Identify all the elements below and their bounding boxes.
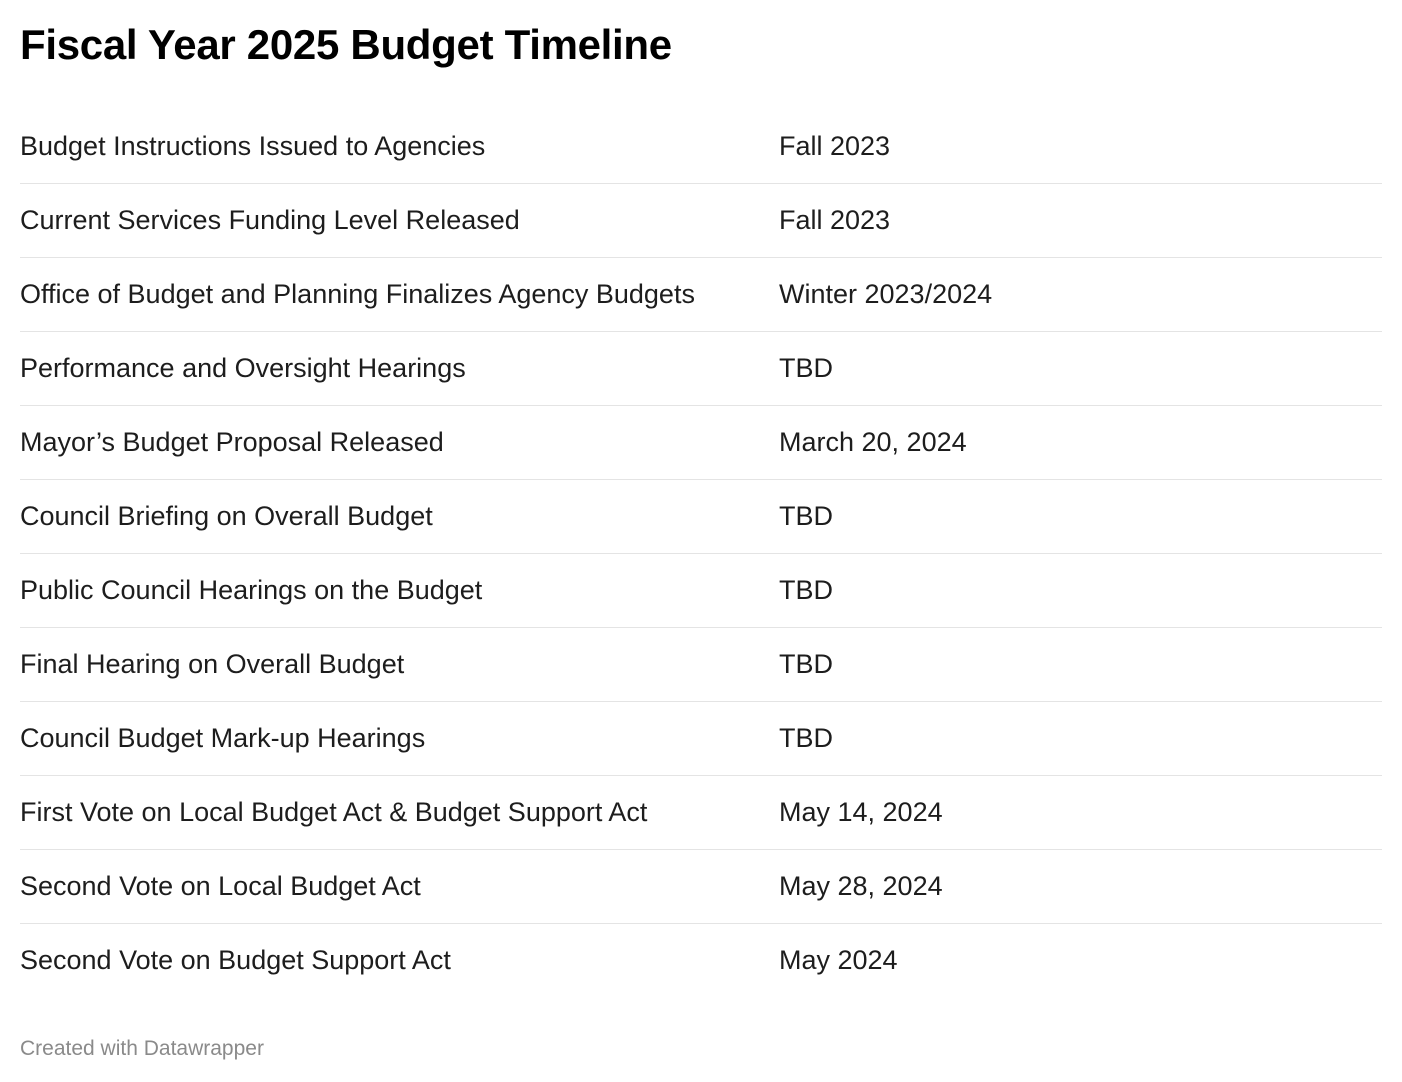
event-cell: Second Vote on Budget Support Act [20,945,451,975]
attribution-footer: Created with Datawrapper [20,1037,264,1060]
timeline-table [20,110,1382,997]
date-cell: TBD [779,649,833,679]
event-cell: Mayor’s Budget Proposal Released [20,427,444,457]
event-cell: Final Hearing on Overall Budget [20,649,405,679]
date-cell: TBD [779,575,833,605]
table-row [20,480,1382,554]
date-cell: March 20, 2024 [779,427,967,457]
event-cell: Office of Budget and Planning Finalizes Agency Budgets [20,279,695,309]
date-cell: May 2024 [779,945,898,975]
table-row [20,110,1382,184]
event-cell: Council Budget Mark-up Hearings [20,723,426,753]
date-cell: Winter 2023/2024 [779,279,993,309]
table-row [20,850,1382,924]
date-cell: TBD [779,723,833,753]
event-cell: Public Council Hearings on the Budget [20,575,483,605]
date-cell: TBD [779,353,833,383]
event-cell: Council Briefing on Overall Budget [20,501,433,531]
table-row [20,776,1382,850]
table-row [20,628,1382,702]
page-title: Fiscal Year 2025 Budget Timeline [20,21,672,68]
table-row [20,406,1382,480]
table-row [20,258,1382,332]
table-row [20,332,1382,406]
event-cell: Current Services Funding Level Released [20,205,520,235]
event-cell: Second Vote on Local Budget Act [20,871,421,901]
event-cell: First Vote on Local Budget Act & Budget Support Act [20,797,648,827]
event-cell: Performance and Oversight Hearings [20,353,466,383]
date-cell: Fall 2023 [779,131,891,161]
table-row [20,554,1382,628]
date-cell: May 14, 2024 [779,797,943,827]
date-cell: May 28, 2024 [779,871,943,901]
date-cell: Fall 2023 [779,205,891,235]
table-row [20,702,1382,776]
date-cell: TBD [779,501,833,531]
table-row [20,184,1382,258]
event-cell: Budget Instructions Issued to Agencies [20,131,486,161]
table-row [20,924,1382,997]
